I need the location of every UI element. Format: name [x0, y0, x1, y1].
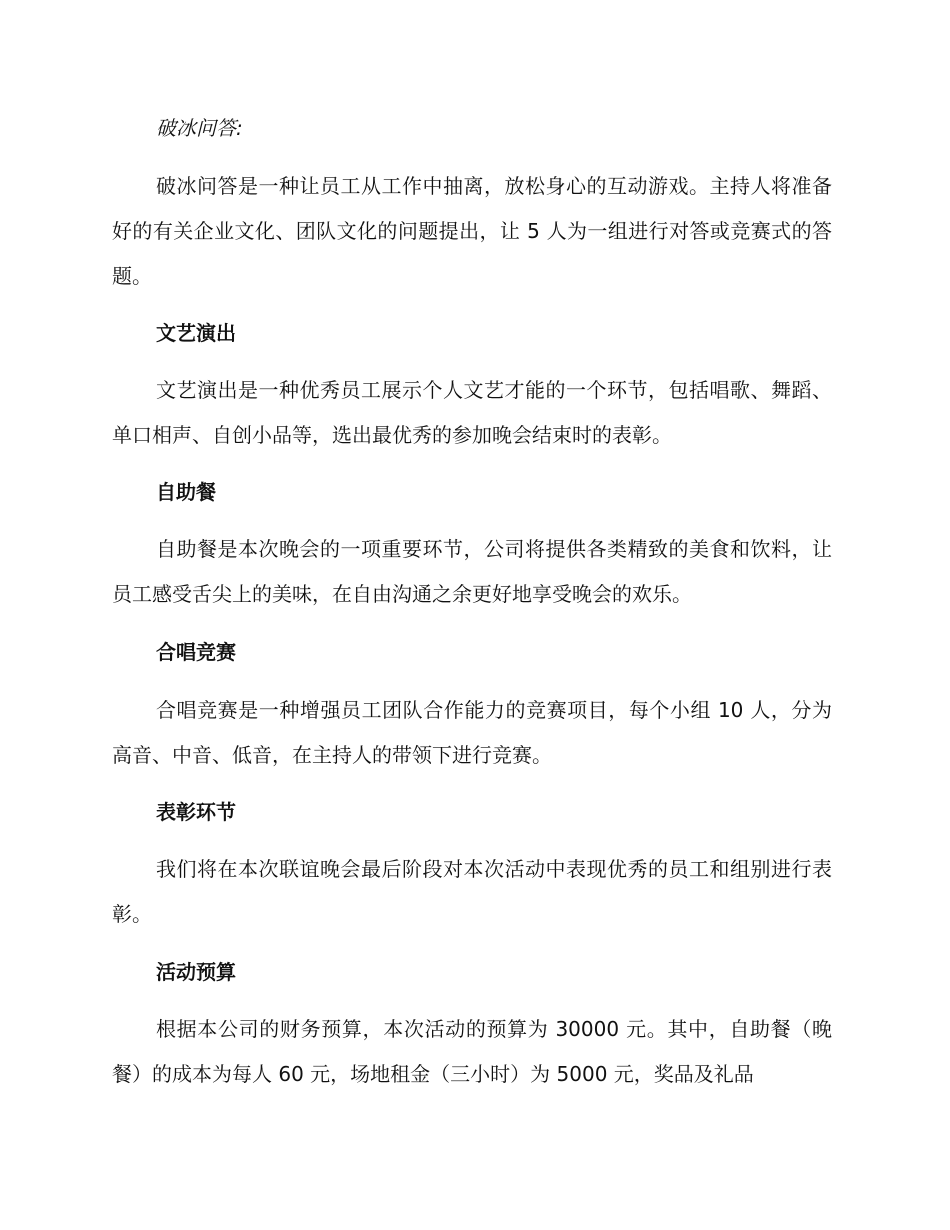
section-body-buffet: 自助餐是本次晚会的一项重要环节，公司将提供各类精致的美食和饮料，让员工感受舌尖上的美味，在自由沟通之余更好地享受晚会的欢乐。 [112, 537, 832, 606]
section-heading-buffet: 自助餐 [156, 480, 216, 504]
section-body-budget: 根据本公司的财务预算，本次活动的预算为 30000 元。其中，自助餐（晚餐）的成本为每人 60 元，场地租金（三小时）为 5000 元，奖品及礼品 [112, 1017, 832, 1086]
section-heading-icebreaker: 破冰问答: [156, 116, 243, 140]
section-body-performance: 文艺演出是一种优秀员工展示个人文艺才能的一个环节，包括唱歌、舞蹈、单口相声、自创小品等，选出最优秀的参加晚会结束时的表彰。 [112, 378, 832, 447]
section-heading-chorus: 合唱竞赛 [156, 640, 236, 664]
section-heading-awards: 表彰环节 [156, 800, 236, 824]
section-body-chorus: 合唱竞赛是一种增强员工团队合作能力的竞赛项目，每个小组 10 人，分为高音、中音、低音，在主持人的带领下进行竞赛。 [112, 698, 832, 767]
section-heading-budget: 活动预算 [156, 960, 236, 984]
section-body-icebreaker: 破冰问答是一种让员工从工作中抽离，放松身心的互动游戏。主持人将准备好的有关企业文化、团队文化的问题提出，让 5 人为一组进行对答或竞赛式的答题。 [112, 174, 832, 288]
section-heading-performance: 文艺演出 [156, 321, 236, 345]
section-body-awards: 我们将在本次联谊晚会最后阶段对本次活动中表现优秀的员工和组别进行表彰。 [112, 857, 832, 926]
